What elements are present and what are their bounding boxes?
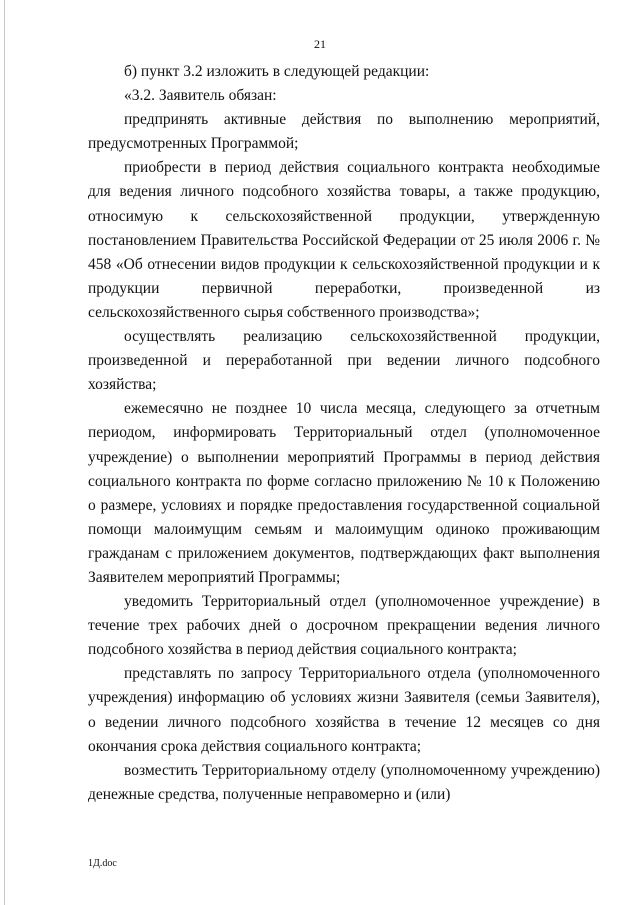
page-edge-line (4, 0, 5, 905)
paragraph-duty-information: представлять по запросу Территориального отдела (уполномоченного учреждения) информацию об условиях жизни Заявителя (семьи Заявителя), о ведении личного подсобного хозяйства в течение 12 месяцев со дня окончания срока действия социального контракта; (88, 665, 600, 755)
paragraph-duty-actions: предпринять активные действия по выполнению мероприятий, предусмотренных Программой; (88, 111, 600, 153)
paragraph-duty-notify: уведомить Территориальный отдел (уполномоченное учреждение) в течение трех рабочих дней о досрочном прекращении ведения личного подсобного хозяйства в период действия социального контракта; (88, 593, 600, 659)
document-body (88, 60, 600, 807)
paragraph-duty-refund: возместить Территориальному отделу (уполномоченному учреждению) денежные средства, полученные неправомерно и (или) (88, 761, 600, 803)
page-number: 21 (314, 37, 326, 51)
paragraph-intro: б) пункт 3.2 изложить в следующей редакции: (124, 63, 430, 80)
paragraph-duty-sales: осуществлять реализацию сельскохозяйственной продукции, произведенной и переработанной при ведении личного подсобного хозяйства; (88, 328, 600, 394)
paragraph-duty-monthly-report: ежемесячно не позднее 10 числа месяца, следующего за отчетным периодом, информировать Территориальный отдел (уполномоченное учреждение) о выполнении мероприятий Программы в период действия социального контракта по форме согласно приложению № 10 к Положению о размере, условиях и порядке предоставления государственной социальной помощи малоимущим семьям и малоимущим одиноко проживающим гражданам с приложением документов, подтверждающих факт выполнения Заявителем мероприятий Программы; (88, 400, 600, 586)
footer-filename: 1Д.doc (88, 858, 117, 869)
paragraph-duty-purchase: приобрести в период действия социального контракта необходимые для ведения личного подсобного хозяйства товары, а также продукцию, относимую к сельскохозяйственной продукции, утвержденную постановлением Правительства Российской Федерации от 25 июля 2006 г. № 458 «Об отнесении видов продукции к сельскохозяйственной продукции и к продукции первичной переработки, произведенной из сельскохозяйственного сырья собственного производства»; (88, 159, 600, 321)
paragraph-clause-heading: «3.2. Заявитель обязан: (124, 87, 277, 105)
